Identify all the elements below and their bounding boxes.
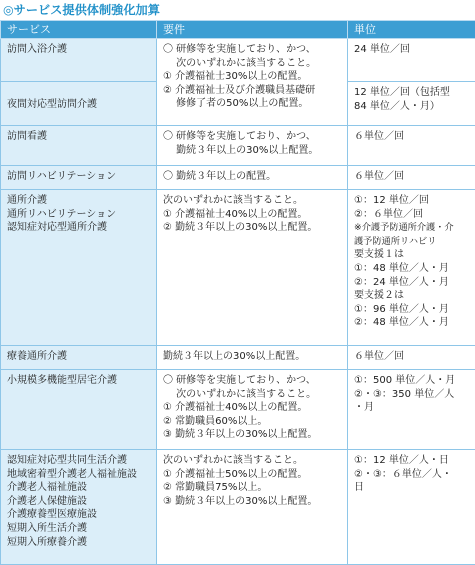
service-name: 介護老人保健施設	[7, 495, 153, 509]
table-header-row	[1, 21, 475, 39]
requirements-cell	[157, 166, 348, 190]
unit-line: ①：12 単位／人・日	[354, 454, 472, 468]
service-cell	[1, 370, 157, 450]
unit-line: ①：48 単位／人・月	[354, 262, 472, 276]
unit-line: 12 単位／回（包括型	[354, 86, 472, 100]
unit-line: ②・③：６単位／人・	[354, 468, 472, 482]
service-cell	[1, 39, 157, 82]
requirement-line: ① 介護福祉士40%以上の配置。	[163, 401, 344, 415]
service-name: 訪問看護	[7, 130, 153, 144]
requirement-line: 勤続３年以上の30%以上配置。	[163, 144, 344, 158]
page-title: ◎サービス提供体制強化加算	[3, 1, 160, 19]
requirements-cell	[157, 346, 348, 370]
service-name: 短期入所療養介護	[7, 536, 153, 550]
service-name: 地域密着型介護老人福祉施設	[7, 468, 153, 482]
table-row	[1, 126, 475, 166]
unit-line: ①：500 単位／人・月	[354, 374, 472, 388]
units-cell	[348, 190, 475, 346]
service-name: 認知症対応型通所介護	[7, 221, 153, 235]
unit-line: ①：96 単位／人・月	[354, 303, 472, 317]
service-name: 介護老人福祉施設	[7, 481, 153, 495]
service-name: 介護療養型医療施設	[7, 508, 153, 522]
header-requirements: 要件	[157, 21, 348, 39]
table-row	[1, 39, 475, 82]
table-row	[1, 190, 475, 346]
requirement-line: 次のいずれかに該当すること。	[163, 194, 344, 208]
service-name: 通所介護	[7, 194, 153, 208]
service-name: 訪問リハビリテーション	[7, 170, 153, 184]
unit-line: 要支援１は	[354, 248, 472, 262]
requirements-cell	[157, 370, 348, 450]
requirement-line: 次のいずれかに該当すること。	[163, 57, 344, 71]
requirements-cell	[157, 190, 348, 346]
requirement-line: 勤続３年以上の30%以上配置。	[163, 350, 344, 364]
requirement-line: ③ 勤続３年以上の30%以上配置。	[163, 428, 344, 442]
unit-line: 24 単位／回	[354, 43, 472, 57]
requirement-line: 修修了者の50%以上の配置。	[163, 97, 344, 111]
requirement-line: 〇 研修等を実施しており、かつ、	[163, 130, 344, 144]
requirements-cell	[157, 126, 348, 166]
units-cell	[348, 126, 475, 166]
service-name: 訪問入浴介護	[7, 43, 153, 57]
units-cell	[348, 82, 475, 126]
unit-line: ②：24 単位／人・月	[354, 276, 472, 290]
unit-line: ６単位／回	[354, 350, 472, 364]
header-units: 単位	[348, 21, 475, 39]
header-service: サービス	[1, 21, 157, 39]
service-cell	[1, 346, 157, 370]
unit-note: 護予防通所リハビリ	[354, 235, 472, 249]
requirement-line: 〇 研修等を実施しており、かつ、	[163, 43, 344, 57]
requirement-line: ① 介護福祉士50%以上の配置。	[163, 468, 344, 482]
requirement-line: ① 介護福祉士30%以上の配置。	[163, 70, 344, 84]
service-cell	[1, 450, 157, 565]
unit-line: 日	[354, 481, 472, 495]
table-row	[1, 166, 475, 190]
unit-line: 84 単位／人・月）	[354, 100, 472, 114]
requirement-line: ② 勤続３年以上の30%以上配置。	[163, 221, 344, 235]
table-row	[1, 346, 475, 370]
service-name: 療養通所介護	[7, 350, 153, 364]
requirement-line: 次のいずれかに該当すること。	[163, 454, 344, 468]
units-cell	[348, 370, 475, 450]
units-cell	[348, 39, 475, 82]
requirement-line: ② 常勤職員60%以上。	[163, 415, 344, 429]
service-cell	[1, 82, 157, 126]
service-name: 通所リハビリテーション	[7, 208, 153, 222]
service-cell	[1, 126, 157, 166]
table-row	[1, 450, 475, 565]
service-name: 小規模多機能型居宅介護	[7, 374, 153, 388]
requirement-line: 〇 研修等を実施しており、かつ、	[163, 374, 344, 388]
unit-line: 要支援２は	[354, 289, 472, 303]
unit-line: ６単位／回	[354, 130, 472, 144]
requirement-line: ① 介護福祉士40%以上の配置。	[163, 208, 344, 222]
service-table	[0, 20, 475, 565]
units-cell	[348, 346, 475, 370]
requirement-line: ③ 勤続３年以上の30%以上配置。	[163, 495, 344, 509]
requirement-line: ② 介護福祉士及び介護職員基礎研	[163, 84, 344, 98]
units-cell	[348, 450, 475, 565]
requirement-line: 次のいずれかに該当すること。	[163, 388, 344, 402]
service-name: 短期入所生活介護	[7, 522, 153, 536]
unit-line: ②・③：350 単位／人	[354, 388, 472, 402]
table-row	[1, 370, 475, 450]
service-cell	[1, 166, 157, 190]
unit-line: ②：48 単位／人・月	[354, 316, 472, 330]
unit-note: ※介護予防通所介護・介	[354, 221, 472, 235]
service-name: 夜間対応型訪問介護	[7, 98, 153, 112]
service-cell	[1, 190, 157, 346]
unit-line: ①：12 単位／回	[354, 194, 472, 208]
unit-line: ②：６単位／回	[354, 208, 472, 222]
unit-line: ６単位／回	[354, 170, 472, 184]
unit-line: ・月	[354, 401, 472, 415]
units-cell	[348, 166, 475, 190]
requirements-cell	[157, 39, 348, 126]
requirement-line: 〇 勤続３年以上の配置。	[163, 170, 344, 184]
requirement-line: ② 常勤職員75%以上。	[163, 481, 344, 495]
service-name: 認知症対応型共同生活介護	[7, 454, 153, 468]
requirements-cell	[157, 450, 348, 565]
